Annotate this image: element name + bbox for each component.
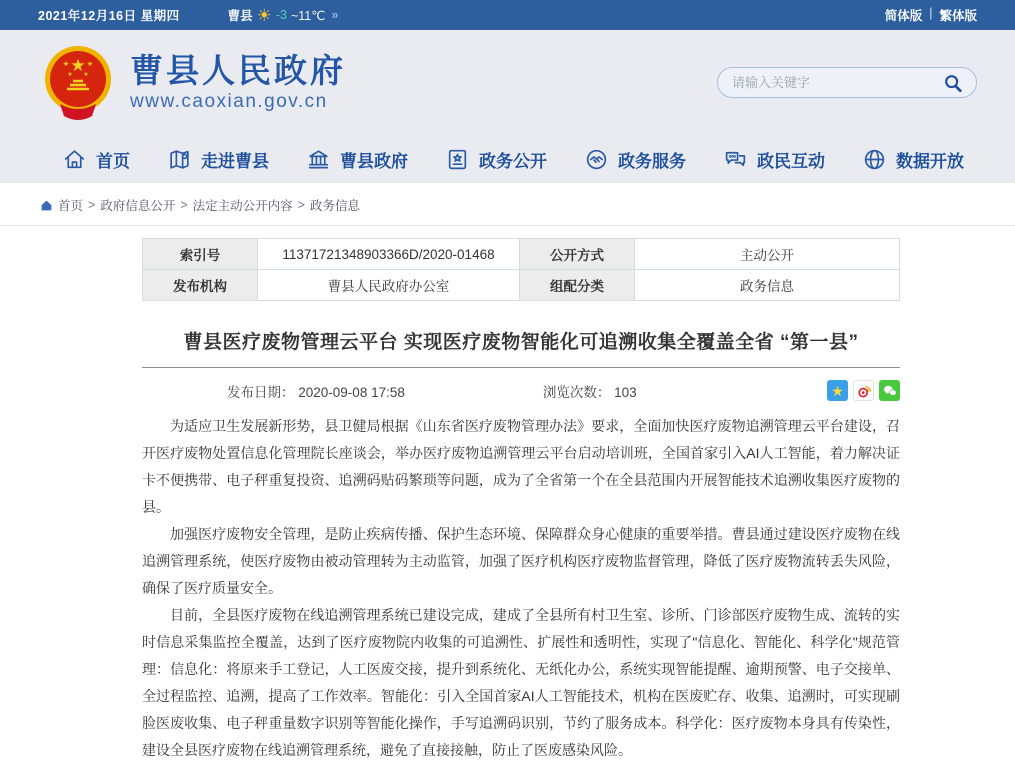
table-row [143,270,900,301]
top-bar [0,0,1015,30]
breadcrumb-item-statutory-disclosure[interactable]: 法定主动公开内容 [192,199,293,213]
language-switcher [885,6,977,24]
masthead [0,30,1015,183]
svg-text:★: ★ [86,60,94,68]
nav-item-county-government[interactable] [306,147,408,172]
page-title: 曹县医疗废物管理云平台 实现医疗废物智能化可追溯收集全覆盖全省 “第一县” [183,332,859,353]
breadcrumb [0,183,1015,226]
current-date: 2021年12月16日 星期四 [38,9,180,23]
qzone-share-icon[interactable]: ★ [827,380,848,401]
publish-date-value: 2020-09-08 17:58 [298,384,405,400]
article-paragraph: 目前，全县医疗废物在线追溯管理系统已建设完成，建成了全县所有村卫生室、诊所、门诊部医疗废物生成、流转的实时信息采集监控全覆盖，达到了医疗废物院内收集的可追溯性、扩展性和透明性，实现了"信息化、智能化、科学化"规范管理：信息化：将原来手工登记，人工医废交接，提升到系统化、无纸化办公，系统实现智能提醒、逾期预警、电子交接单、全过程监控、追溯，提高了工作效率。智能化：引入全国首家AI人工智能技术，机构在医废贮存、收集、追溯时，可实现刷脸医废收集、电子秤重量数字识别等智能化操作，手写追溯码识别，节约了服务成本。科学化：医疗废物本身具有传染性，建设全县医疗废物在线追溯管理系统，避免了直接接触，防止了医废感染风险。 [142,607,900,758]
site-search [717,67,977,98]
nav-label: 数据开放 [896,151,964,171]
article-content [142,238,900,764]
document-info-table [142,238,900,301]
issuing-agency-label: 发布机构 [143,270,258,301]
nav-item-open-data[interactable] [862,147,964,172]
nav-label: 政务公开 [479,151,547,171]
weather-city: 曹县 [227,9,253,23]
publish-date [227,381,405,401]
traditional-chinese-link[interactable]: 繁体版 [939,9,977,23]
svg-text:★: ★ [83,71,89,78]
view-count-value: 103 [614,384,637,400]
nav-label: 政民互动 [757,151,825,171]
category-label: 组配分类 [520,270,635,301]
map-icon [167,147,192,172]
nav-label: 政务服务 [618,151,686,171]
government-building-icon [306,147,331,172]
sun-icon: ☀ [256,5,272,25]
nav-label: 走进曹县 [201,151,269,171]
breadcrumb-item-government-info[interactable]: 政务信息 [309,199,360,213]
site-url: www.caoxian.gov.cn [130,91,328,113]
disclosure-method-label: 公开方式 [520,239,635,270]
weather-more-arrow[interactable]: » [331,8,339,22]
chat-bubbles-icon [723,147,748,172]
breadcrumb-separator: > [88,198,96,212]
globe-icon [862,147,887,172]
article-meta [142,380,900,401]
document-star-icon [445,147,470,172]
article-body [142,413,900,764]
handshake-icon [584,147,609,172]
site-title: 曹县人民政府 [130,51,346,89]
simplified-chinese-link[interactable]: 简体版 [884,9,923,23]
search-input[interactable] [730,74,942,91]
home-icon [40,199,53,212]
view-count [543,381,637,401]
svg-text:★: ★ [70,55,86,75]
article-paragraph: 加强医疗废物安全管理，是防止疾病传播、保护生态环境、保障群众身心健康的重要举措。曹县通过建设医疗废物在线追溯管理系统，使医疗废物由被动管理转为主动监管，加强了医疗机构医疗废物监督管理，降低了医疗废物流转丢失风险，确保了医疗质量安全。 [142,526,900,596]
article-paragraph: 为适应卫生发展新形势，县卫健局根据《山东省医疗废物管理办法》要求，全面加快医疗废物追溯管理云平台建设，召开医疗废物处置信息化管理院长座谈会，举办医疗废物追溯管理云平台启动培训班，全国首家引入AI人工智能，着力解决证卡不便携带、电子秤重复投资、追溯码贴码繁琐等问题，成为了全省第一个在全县范围内开展智能技术追溯收集医疗废物的县。 [142,418,900,515]
issuing-agency-value: 曹县人民政府办公室 [258,270,520,301]
nav-label: 曹县政府 [340,151,408,171]
breadcrumb-separator: > [297,198,305,212]
share-buttons [827,380,900,401]
nav-label: 首页 [96,151,130,171]
title-divider [142,367,900,368]
breadcrumb-item-info-disclosure[interactable]: 政府信息公开 [100,199,176,213]
index-number-value: 11371721348903366D/2020-01468 [258,239,520,270]
nav-item-home[interactable] [62,147,130,172]
nav-item-government-services[interactable] [584,147,686,172]
disclosure-method-value: 主动公开 [635,239,900,270]
nav-item-government-affairs-disclosure[interactable] [445,147,547,172]
national-emblem-logo [40,42,116,124]
breadcrumb-separator: > [180,198,188,212]
language-divider: | [929,6,933,20]
nav-item-public-interaction[interactable] [723,147,825,172]
svg-text:★: ★ [62,60,70,68]
main-navigation [0,135,1015,183]
temperature-high: ~11℃ [290,8,326,23]
site-brand [130,52,346,114]
view-count-label: 浏览次数： [542,384,611,400]
publish-date-label: 发布日期： [227,384,295,400]
weibo-share-icon[interactable] [853,380,874,401]
search-icon[interactable] [942,72,964,94]
site-header [0,30,1015,135]
nav-item-about-caoxian[interactable] [167,147,269,172]
breadcrumb-item-home[interactable]: 首页 [58,199,84,213]
table-row [143,239,900,270]
svg-text:★: ★ [67,71,73,78]
category-value: 政务信息 [635,270,900,301]
weather-widget[interactable] [228,6,339,24]
home-icon [62,147,87,172]
index-number-label: 索引号 [143,239,258,270]
temperature-low: -3 [275,8,287,22]
wechat-share-icon[interactable] [879,380,900,401]
